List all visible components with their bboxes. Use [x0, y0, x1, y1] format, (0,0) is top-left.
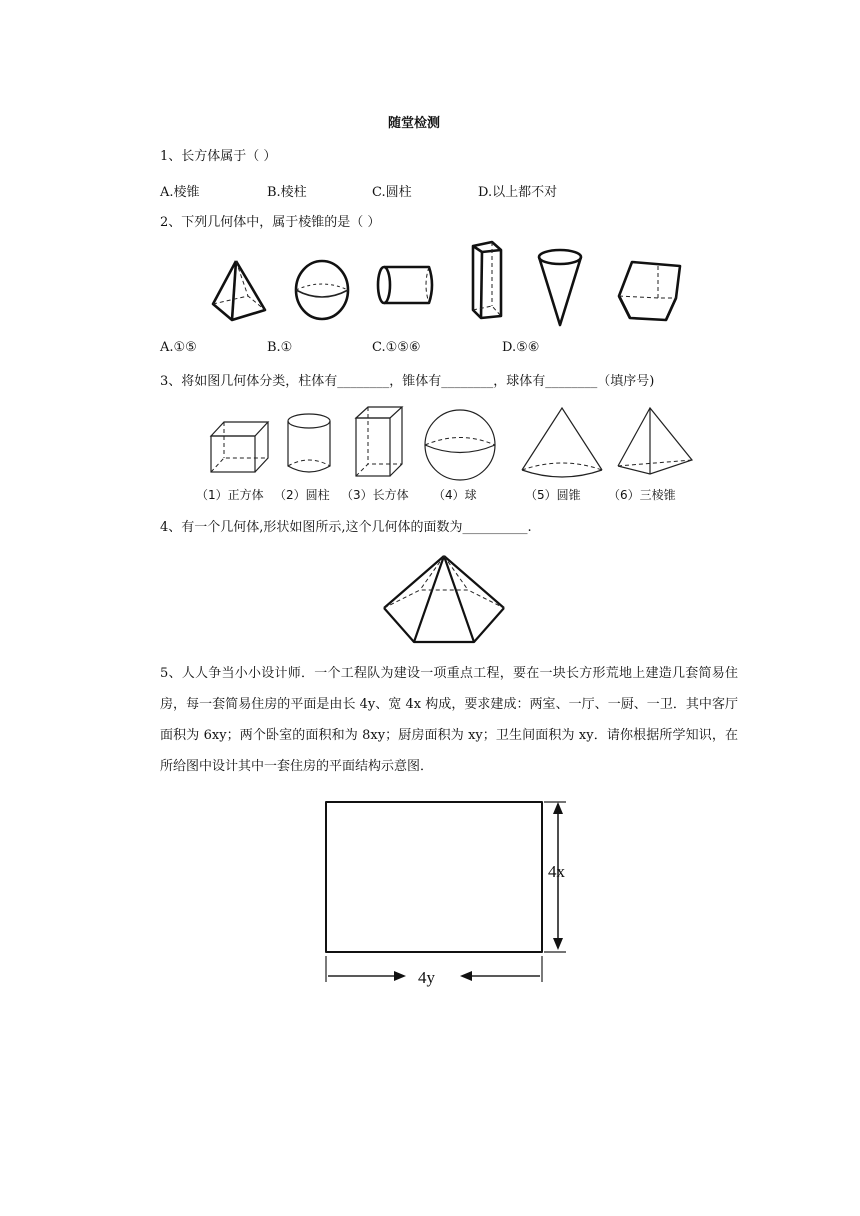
- q1-option-b: B.棱柱: [267, 185, 307, 200]
- q4-stem: 4、有一个几何体,形状如图所示,这个几何体的面数为__________.: [160, 520, 532, 535]
- q2-option-b: B.①: [267, 340, 293, 355]
- cone-figure: [518, 404, 606, 486]
- sphere-figure: [420, 408, 502, 482]
- cone-icon: [536, 247, 586, 329]
- floor-plan-figure: [318, 796, 578, 992]
- cylinder-icon: [376, 263, 440, 309]
- page-title: 随堂检测: [388, 116, 441, 131]
- caption-cube: （1）正方体: [196, 488, 264, 502]
- cuboid-figure: [352, 404, 406, 482]
- q5-text: 5、人人争当小小设计师．一个工程队为建设一项重点工程，要在一块长方形荒地上建造几套简易住房，每一套简易住房的平面是由长 4y、宽 4x 构成，要求建成：两室、一厅、一厨、一卫．其中客厅面积为 6xy；两个卧室的面积和为 8xy；厨房面积为 xy；卫生间面积为 xy．请你根据所学知识，在所给图中设计其中一套住房的平面结构示意图．: [160, 666, 738, 774]
- q2-option-a: A.①⑤: [160, 340, 197, 355]
- caption-cylinder: （2）圆柱: [274, 488, 330, 502]
- q1-option-a: A.棱锥: [160, 185, 200, 200]
- prism-icon: [468, 240, 508, 320]
- pentagonal-pyramid-figure: [380, 552, 510, 648]
- cylinder-figure: [284, 412, 336, 476]
- q1-option-d: D.以上都不对: [478, 185, 558, 200]
- pyramid-icon: [210, 258, 270, 324]
- caption-pyramid: （6）三棱锥: [608, 488, 676, 502]
- width-label: 4y: [418, 968, 435, 987]
- cube-icon: [616, 258, 684, 324]
- height-label: 4x: [548, 862, 565, 881]
- caption-cone: （5）圆锥: [525, 488, 581, 502]
- triangular-pyramid-figure: [612, 404, 698, 478]
- sphere-icon: [294, 258, 352, 322]
- q3-stem: 3、将如图几何体分类，柱体有________，锥体有________，球体有________（填序号): [160, 374, 655, 389]
- q1-stem: 1、长方体属于（ ）: [160, 149, 277, 164]
- caption-sphere: （4）球: [433, 488, 477, 502]
- q1-option-c: C.圆柱: [372, 185, 412, 200]
- q2-stem: 2、下列几何体中，属于棱锥的是（ ）: [160, 215, 381, 230]
- cube-figure: [208, 418, 272, 476]
- caption-cuboid: （3）长方体: [341, 488, 409, 502]
- q2-option-c: C.①⑤⑥: [372, 340, 421, 355]
- q2-option-d: D.⑤⑥: [502, 340, 540, 355]
